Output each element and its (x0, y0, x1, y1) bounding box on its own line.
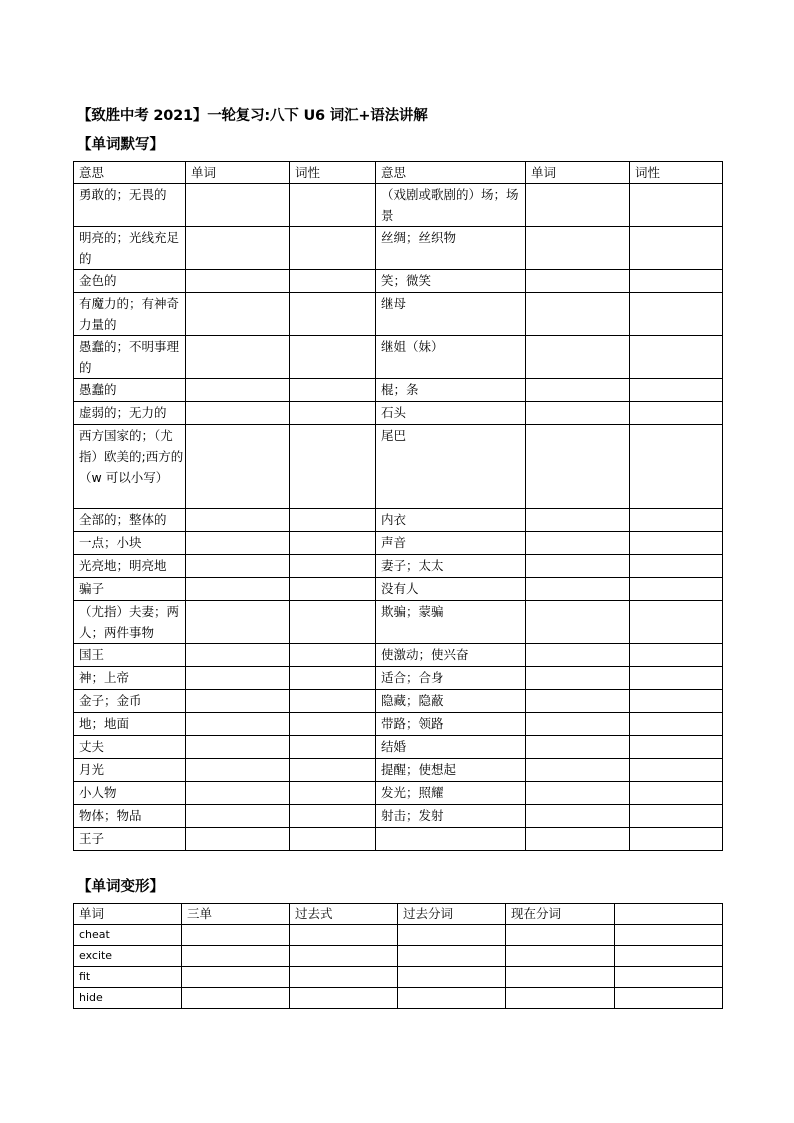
header-past-participle: 过去分词 (398, 904, 506, 925)
pos-answer-cell[interactable] (630, 425, 723, 509)
table-row (74, 184, 723, 227)
pos-answer-cell[interactable] (630, 667, 723, 690)
meaning-cell: 丝绸；丝织物 (376, 227, 526, 270)
meaning-cell: 月光 (74, 759, 186, 782)
pos-answer-cell[interactable] (290, 509, 376, 532)
pos-answer-cell[interactable] (290, 336, 376, 379)
word-answer-cell[interactable] (526, 578, 630, 601)
header-part-of-speech: 词性 (630, 162, 723, 184)
header-word: 单词 (186, 162, 290, 184)
table-row (74, 509, 723, 532)
meaning-cell: 继母 (376, 293, 526, 336)
pos-answer-cell[interactable] (290, 713, 376, 736)
pos-answer-cell[interactable] (290, 736, 376, 759)
word-forms-table (73, 903, 723, 1009)
meaning-cell: 有魔力的；有神奇力量的 (74, 293, 186, 336)
pos-answer-cell[interactable] (290, 782, 376, 805)
table-row (74, 828, 723, 851)
form-answer-cell[interactable] (506, 967, 615, 988)
header-meaning: 意思 (74, 162, 186, 184)
word-answer-cell[interactable] (186, 227, 290, 270)
word-answer-cell[interactable] (186, 532, 290, 555)
pos-answer-cell[interactable] (290, 270, 376, 293)
form-answer-cell[interactable] (182, 988, 290, 1009)
pos-answer-cell[interactable] (290, 402, 376, 425)
form-answer-cell[interactable] (398, 946, 506, 967)
vocab-dictation-table (73, 161, 723, 851)
table-row (74, 270, 723, 293)
form-answer-cell[interactable] (290, 925, 398, 946)
word-answer-cell[interactable] (186, 379, 290, 402)
form-answer-cell[interactable] (398, 988, 506, 1009)
meaning-cell: 勇敢的；无畏的 (74, 184, 186, 227)
meaning-cell: 丈夫 (74, 736, 186, 759)
word-answer-cell[interactable] (526, 227, 630, 270)
word-cell: cheat (74, 925, 182, 946)
pos-answer-cell[interactable] (630, 555, 723, 578)
pos-answer-cell[interactable] (290, 759, 376, 782)
pos-answer-cell[interactable] (630, 227, 723, 270)
word-answer-cell[interactable] (526, 805, 630, 828)
word-answer-cell[interactable] (186, 736, 290, 759)
pos-answer-cell[interactable] (290, 578, 376, 601)
word-answer-cell[interactable] (526, 270, 630, 293)
pos-answer-cell[interactable] (290, 184, 376, 227)
meaning-cell: 没有人 (376, 578, 526, 601)
word-answer-cell[interactable] (526, 184, 630, 227)
meaning-cell: 妻子；太太 (376, 555, 526, 578)
table-row (74, 601, 723, 644)
pos-answer-cell[interactable] (630, 644, 723, 667)
pos-answer-cell[interactable] (630, 270, 723, 293)
header-word: 单词 (74, 904, 182, 925)
pos-answer-cell[interactable] (630, 805, 723, 828)
meaning-cell: 一点；小块 (74, 532, 186, 555)
table-row (74, 336, 723, 379)
meaning-cell: 提醒；使想起 (376, 759, 526, 782)
pos-answer-cell[interactable] (290, 555, 376, 578)
meaning-cell: 隐藏；隐蔽 (376, 690, 526, 713)
pos-answer-cell[interactable] (290, 601, 376, 644)
meaning-cell (376, 828, 526, 851)
table-row (74, 736, 723, 759)
table-row (74, 425, 723, 509)
table-row (74, 227, 723, 270)
pos-answer-cell[interactable] (630, 379, 723, 402)
word-answer-cell[interactable] (526, 402, 630, 425)
table-row (74, 555, 723, 578)
table-row (74, 967, 723, 988)
section-heading-word-forms: 【单词变形】 (77, 879, 164, 895)
word-answer-cell[interactable] (186, 270, 290, 293)
pos-answer-cell[interactable] (630, 782, 723, 805)
pos-answer-cell[interactable] (290, 532, 376, 555)
pos-answer-cell[interactable] (630, 293, 723, 336)
word-answer-cell[interactable] (186, 555, 290, 578)
word-answer-cell[interactable] (526, 759, 630, 782)
meaning-cell: 继姐（妹） (376, 336, 526, 379)
pos-answer-cell[interactable] (290, 828, 376, 851)
meaning-cell: 发光；照耀 (376, 782, 526, 805)
form-answer-cell[interactable] (398, 967, 506, 988)
pos-answer-cell[interactable] (290, 227, 376, 270)
word-cell: excite (74, 946, 182, 967)
pos-answer-cell[interactable] (630, 336, 723, 379)
word-answer-cell[interactable] (526, 828, 630, 851)
table-row (74, 946, 723, 967)
word-answer-cell[interactable] (526, 713, 630, 736)
table-row (74, 379, 723, 402)
word-answer-cell[interactable] (186, 425, 290, 509)
form-answer-cell[interactable] (615, 988, 723, 1009)
word-answer-cell[interactable] (186, 293, 290, 336)
word-answer-cell[interactable] (526, 379, 630, 402)
form-answer-cell[interactable] (182, 946, 290, 967)
table-row (74, 925, 723, 946)
pos-answer-cell[interactable] (630, 759, 723, 782)
pos-answer-cell[interactable] (630, 578, 723, 601)
word-answer-cell[interactable] (186, 713, 290, 736)
meaning-cell: 欺骗；蒙骗 (376, 601, 526, 644)
word-answer-cell[interactable] (186, 336, 290, 379)
header-part-of-speech: 词性 (290, 162, 376, 184)
table-row (74, 805, 723, 828)
table-row (74, 759, 723, 782)
meaning-cell: 带路；领路 (376, 713, 526, 736)
pos-answer-cell[interactable] (630, 184, 723, 227)
pos-answer-cell[interactable] (290, 293, 376, 336)
word-cell: hide (74, 988, 182, 1009)
word-answer-cell[interactable] (186, 601, 290, 644)
word-answer-cell[interactable] (186, 402, 290, 425)
form-answer-cell[interactable] (506, 946, 615, 967)
form-answer-cell[interactable] (290, 967, 398, 988)
table-row (74, 293, 723, 336)
word-answer-cell[interactable] (526, 667, 630, 690)
word-answer-cell[interactable] (526, 690, 630, 713)
table-row (74, 690, 723, 713)
word-answer-cell[interactable] (526, 509, 630, 532)
meaning-cell: 适合；合身 (376, 667, 526, 690)
meaning-cell: 明亮的；光线充足的 (74, 227, 186, 270)
form-answer-cell[interactable] (182, 925, 290, 946)
table-row (74, 713, 723, 736)
word-answer-cell[interactable] (526, 736, 630, 759)
section-heading-dictation: 【单词默写】 (77, 137, 164, 153)
meaning-cell: 棍；条 (376, 379, 526, 402)
table-row (74, 644, 723, 667)
word-answer-cell[interactable] (526, 336, 630, 379)
table-row (74, 532, 723, 555)
document-title: 【致胜中考 2021】一轮复习:八下 U6 词汇+语法讲解 (77, 108, 428, 124)
word-answer-cell[interactable] (186, 690, 290, 713)
pos-answer-cell[interactable] (290, 425, 376, 509)
pos-answer-cell[interactable] (290, 644, 376, 667)
meaning-cell: 神；上帝 (74, 667, 186, 690)
meaning-cell: 全部的；整体的 (74, 509, 186, 532)
pos-answer-cell[interactable] (630, 690, 723, 713)
word-cell: fit (74, 967, 182, 988)
meaning-cell: 射击；发射 (376, 805, 526, 828)
pos-answer-cell[interactable] (630, 402, 723, 425)
form-answer-cell[interactable] (615, 967, 723, 988)
word-answer-cell[interactable] (186, 759, 290, 782)
meaning-cell: 王子 (74, 828, 186, 851)
meaning-cell: 愚蠢的；不明事理的 (74, 336, 186, 379)
meaning-cell: 物体；物品 (74, 805, 186, 828)
meaning-cell: 小人物 (74, 782, 186, 805)
word-answer-cell[interactable] (186, 644, 290, 667)
word-answer-cell[interactable] (526, 644, 630, 667)
meaning-cell: 西方国家的；（尤指）欧美的;西方的（w 可以小写） (74, 425, 186, 509)
pos-answer-cell[interactable] (630, 828, 723, 851)
meaning-cell: 地；地面 (74, 713, 186, 736)
meaning-cell: 金子；金币 (74, 690, 186, 713)
word-answer-cell[interactable] (186, 509, 290, 532)
form-answer-cell[interactable] (506, 988, 615, 1009)
meaning-cell: （戏剧或歌剧的）场；场景 (376, 184, 526, 227)
word-answer-cell[interactable] (526, 782, 630, 805)
meaning-cell: 金色的 (74, 270, 186, 293)
meaning-cell: 光亮地；明亮地 (74, 555, 186, 578)
word-answer-cell[interactable] (186, 667, 290, 690)
word-answer-cell[interactable] (186, 578, 290, 601)
meaning-cell: 虚弱的；无力的 (74, 402, 186, 425)
pos-answer-cell[interactable] (630, 736, 723, 759)
word-answer-cell[interactable] (526, 532, 630, 555)
word-answer-cell[interactable] (526, 555, 630, 578)
meaning-cell: 使激动；使兴奋 (376, 644, 526, 667)
pos-answer-cell[interactable] (290, 805, 376, 828)
form-answer-cell[interactable] (506, 925, 615, 946)
header-blank (615, 904, 723, 925)
pos-answer-cell[interactable] (630, 509, 723, 532)
table-row (74, 578, 723, 601)
form-answer-cell[interactable] (182, 967, 290, 988)
word-answer-cell[interactable] (526, 293, 630, 336)
table-header-row (74, 904, 723, 925)
header-past-tense: 过去式 (290, 904, 398, 925)
meaning-cell: 石头 (376, 402, 526, 425)
pos-answer-cell[interactable] (630, 713, 723, 736)
pos-answer-cell[interactable] (290, 379, 376, 402)
meaning-cell: 骗子 (74, 578, 186, 601)
meaning-cell: 声音 (376, 532, 526, 555)
meaning-cell: 笑；微笑 (376, 270, 526, 293)
form-answer-cell[interactable] (615, 925, 723, 946)
word-answer-cell[interactable] (186, 828, 290, 851)
header-third-person: 三单 (182, 904, 290, 925)
meaning-cell: 内衣 (376, 509, 526, 532)
pos-answer-cell[interactable] (630, 601, 723, 644)
table-row (74, 988, 723, 1009)
word-answer-cell[interactable] (186, 805, 290, 828)
meaning-cell: （尤指）夫妻；两人；两件事物 (74, 601, 186, 644)
pos-answer-cell[interactable] (630, 532, 723, 555)
header-word: 单词 (526, 162, 630, 184)
table-row (74, 402, 723, 425)
table-row (74, 782, 723, 805)
header-present-participle: 现在分词 (506, 904, 615, 925)
meaning-cell: 愚蠢的 (74, 379, 186, 402)
header-meaning: 意思 (376, 162, 526, 184)
word-answer-cell[interactable] (186, 184, 290, 227)
form-answer-cell[interactable] (290, 946, 398, 967)
form-answer-cell[interactable] (398, 925, 506, 946)
word-answer-cell[interactable] (526, 425, 630, 509)
form-answer-cell[interactable] (615, 946, 723, 967)
word-answer-cell[interactable] (526, 601, 630, 644)
pos-answer-cell[interactable] (290, 667, 376, 690)
meaning-cell: 尾巴 (376, 425, 526, 509)
table-row (74, 667, 723, 690)
form-answer-cell[interactable] (290, 988, 398, 1009)
meaning-cell: 国王 (74, 644, 186, 667)
meaning-cell: 结婚 (376, 736, 526, 759)
word-answer-cell[interactable] (186, 782, 290, 805)
pos-answer-cell[interactable] (290, 690, 376, 713)
table-header-row (74, 162, 723, 184)
